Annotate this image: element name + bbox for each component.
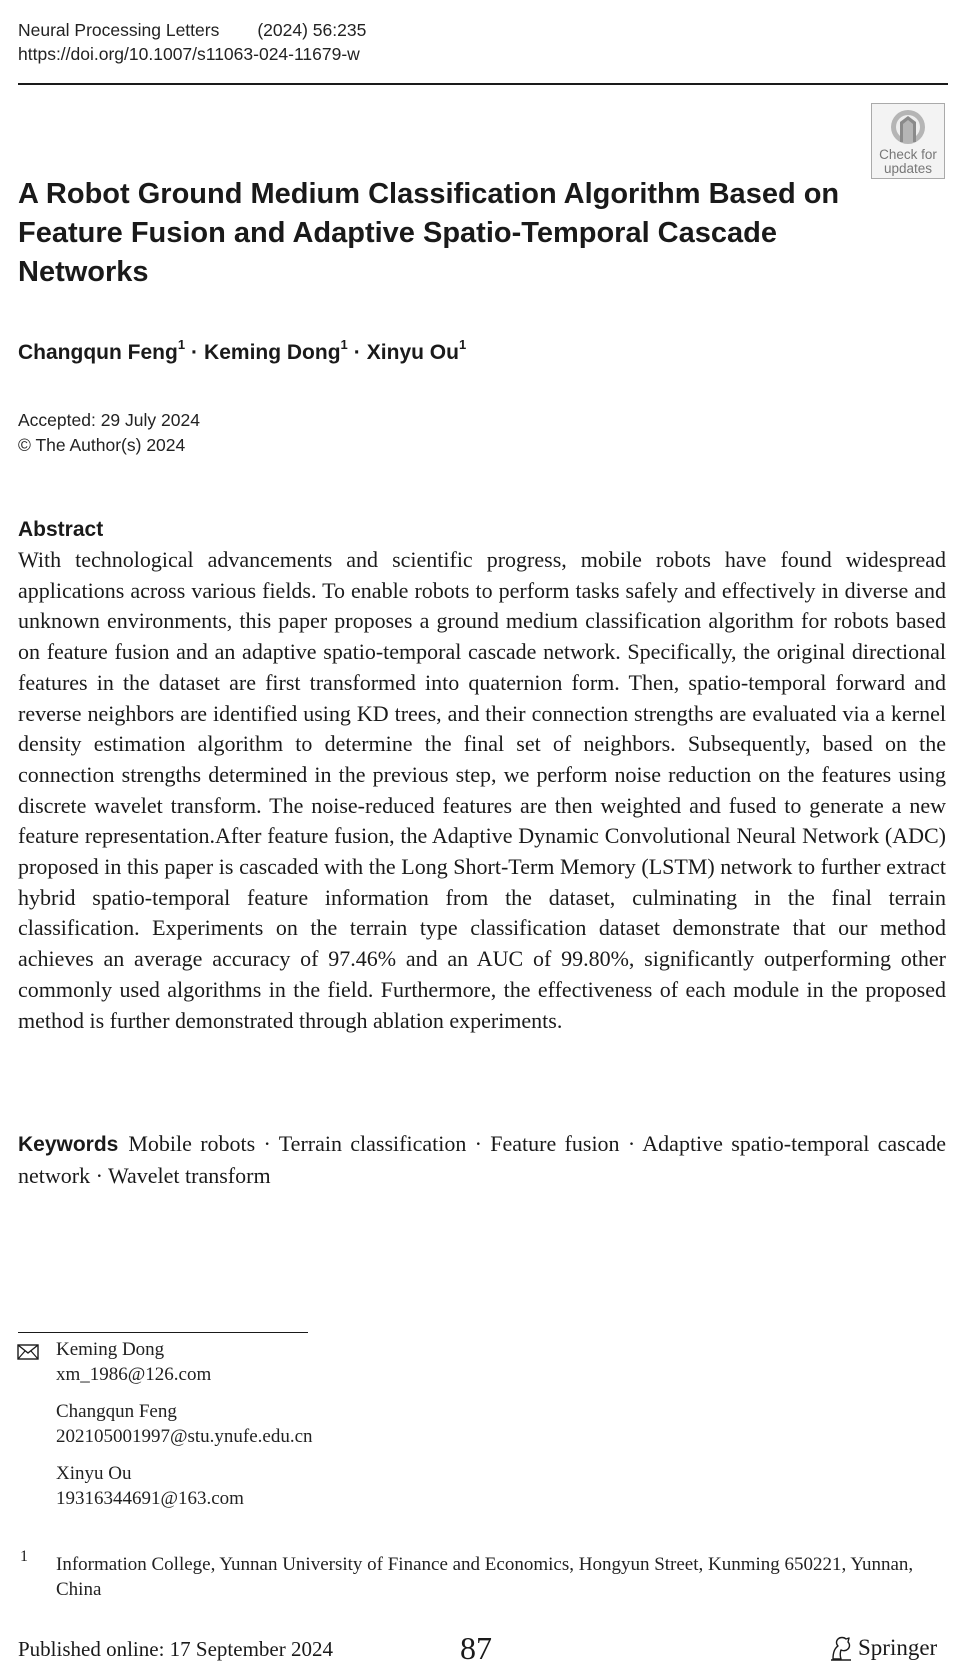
author-separator: ·	[353, 341, 361, 364]
footnote-rule	[18, 1332, 308, 1333]
author-name[interactable]: Changqun Feng	[18, 341, 178, 364]
badge-text	[879, 148, 937, 176]
author-list	[18, 339, 466, 365]
contact-entry	[56, 1399, 313, 1449]
contact-name: Xinyu Ou	[56, 1463, 132, 1484]
badge-line-2: updates	[883, 161, 933, 176]
page-number: 87	[460, 1630, 492, 1666]
keywords-text: Mobile robots · Terrain classification · Feature fusion · Adaptive spatio-temporal cascade network · Wavelet transform	[18, 1131, 946, 1188]
abstract-text: With technological advancements and scientific progress, mobile robots have found widespread applications across various fields. To enable robots to perform tasks safely and effectively in diverse and unknown environments, this paper proposes a ground medium classification algorithm for robots based on feature fusion and an adaptive spatio-temporal cascade network. Specifically, the original directional features in the dataset are first transformed into quaternion form. Then, spatio-temporal forward and reverse neighbors are identified using KD trees, and their connection strengths are evaluated via a kernel density estimation algorithm to determine the final set of neighbors. Subsequently, based on the connection strengths determined in the previous step, we perform noise reduction on the features using discrete wavelet transform. The noise-reduced features are then weighted and fused to generate a new feature representation.After feature fusion, the Adaptive Dynamic Convolutional Neural Network (ADC) proposed in this paper is cascaded with the Long Short-Term Memory (LSTM) network to further extract hybrid spatio-temporal feature information from the dataset, culminating in the final terrain classification. Experiments on the terrain type classification dataset demonstrate that our method achieves an average accuracy of 97.46% and an AUC of 99.80%, significantly outperforming other commonly used algorithms in the field. Furthermore, the effectiveness of each module in the proposed method is further demonstrated through ablation experiments.	[18, 547, 946, 1033]
contact-name: Changqun Feng	[56, 1401, 177, 1422]
published-online-date: Published online: 17 September 2024	[18, 1637, 333, 1661]
author-name[interactable]: Xinyu Ou	[366, 341, 459, 364]
author-affiliation-mark: 1	[177, 337, 186, 352]
keywords-section	[18, 1128, 946, 1191]
doi-link[interactable]: https://doi.org/10.1007/s11063-024-11679-w	[18, 44, 360, 64]
journal-name: Neural Processing Letters	[18, 20, 220, 40]
header-rule	[18, 83, 948, 85]
publisher-logo[interactable]	[829, 1635, 937, 1661]
contact-email[interactable]: xm_1986@126.com	[56, 1364, 212, 1385]
journal-header	[18, 20, 366, 41]
contact-entry	[56, 1337, 211, 1387]
check-for-updates-icon	[888, 108, 928, 146]
author-affiliation-mark: 1	[340, 337, 348, 352]
author-separator: ·	[191, 341, 199, 364]
affiliation-text: Information College, Yunnan University of Finance and Economics, Hongyun Street, Kunming 650221, Yunnan, China	[56, 1554, 914, 1600]
accepted-date: Accepted: 29 July 2024	[18, 410, 200, 430]
envelope-icon	[17, 1344, 39, 1360]
paper-title: A Robot Ground Medium Classification Algorithm Based on Feature Fusion and Adaptive Spatio-Temporal Cascade Networks	[18, 178, 840, 288]
author-name[interactable]: Keming Dong	[204, 341, 341, 364]
springer-horse-icon	[829, 1635, 853, 1661]
publisher-name: Springer	[858, 1635, 938, 1660]
check-for-updates-badge[interactable]	[871, 103, 945, 179]
contact-email[interactable]: 202105001997@stu.ynufe.edu.cn	[56, 1426, 313, 1447]
contact-name: Keming Dong	[56, 1339, 165, 1360]
badge-line-1: Check for	[879, 147, 937, 162]
journal-volume: (2024) 56:235	[257, 20, 367, 40]
keywords-label: Keywords	[18, 1133, 119, 1156]
author-affiliation-mark: 1	[458, 337, 467, 352]
copyright-notice: © The Author(s) 2024	[18, 435, 186, 455]
affiliation-number: 1	[20, 1548, 28, 1565]
abstract-heading: Abstract	[18, 518, 104, 541]
contact-email[interactable]: 19316344691@163.com	[56, 1488, 244, 1509]
contact-entry	[56, 1461, 244, 1511]
